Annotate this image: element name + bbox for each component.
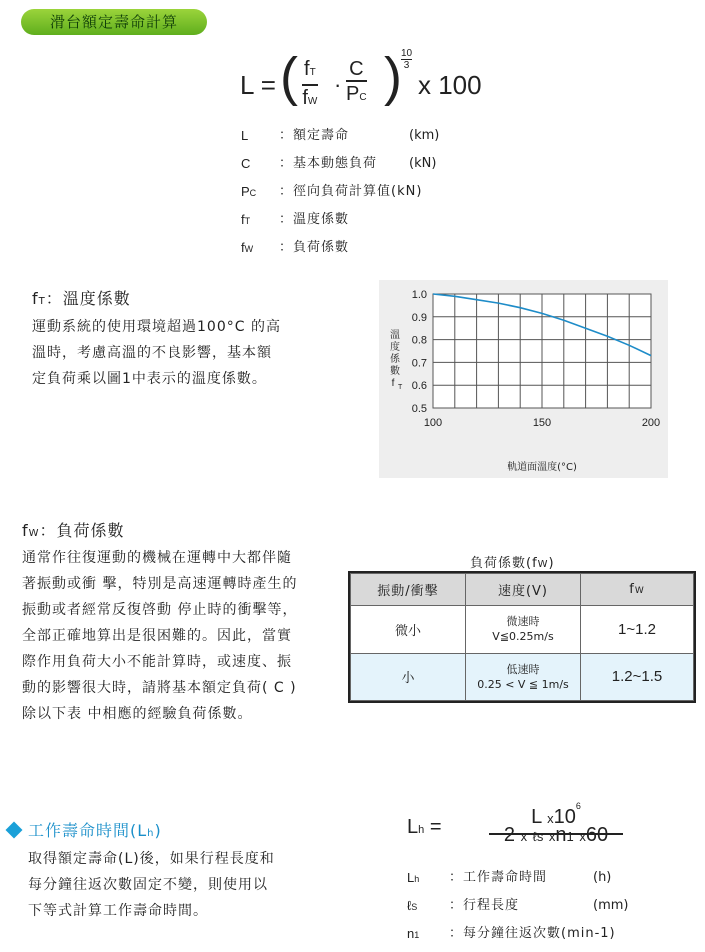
x-tick-label: 150	[532, 417, 552, 429]
x-tick-label: 200	[641, 417, 661, 429]
y-tick-label: 0.7	[411, 357, 427, 370]
y-axis-label-char: 溫	[390, 330, 400, 341]
formula-fraction-f: $\frac{fT}{fW}$	[302, 58, 318, 109]
y-tick-label: 0.8	[411, 334, 427, 347]
ft-paragraph: 運動系統的使用環境超過100°C 的高 溫時，考慮高溫的不良影響，基本額 定負荷乘以圖1中表示的溫度係數。	[32, 319, 281, 387]
load-table-caption: 負荷係數(fW)	[470, 556, 555, 571]
lh-lhs: Lh =	[407, 816, 442, 838]
formula-close-paren: )	[384, 47, 402, 107]
formula-fraction-c: $\frac{C}{PC}$	[346, 58, 367, 105]
work-life-heading: 工作壽命時間(Lh)	[28, 821, 162, 840]
fw-heading: fW：負荷係數	[22, 521, 125, 540]
work-life-paragraph: 取得額定壽命(L)後，如果行程長度和 每分鐘往返次數固定不變，則使用以 下等式計算工作壽命時間。	[28, 851, 275, 919]
rated-life-formula	[240, 48, 500, 118]
ft-heading: fT：溫度係數	[32, 289, 131, 308]
formula-lhs: L =	[240, 70, 276, 100]
load-factor-table	[350, 573, 694, 701]
header-impact: 振動/衝擊	[351, 574, 466, 606]
cell-speed: 微速時 V≦0.25m/s	[466, 606, 581, 653]
y-axis-label-char: 係	[390, 354, 400, 365]
cell-speed: 低速時 0.25 < V ≦ 1m/s	[466, 653, 581, 700]
formula-exponent: 10 3	[401, 48, 413, 71]
x-tick-label: 100	[423, 417, 443, 429]
cell-factor: 1~1.2	[581, 606, 694, 653]
y-axis-label-char: 度	[390, 342, 400, 353]
cell-impact: 微小	[351, 606, 466, 653]
temperature-factor-chart	[379, 280, 668, 478]
formula-tail: x 100	[418, 70, 482, 100]
work-life-formula	[407, 792, 637, 852]
cell-impact: 小	[351, 653, 466, 700]
y-axis-label-char: 數	[390, 366, 400, 377]
y-tick-label: 0.5	[411, 403, 427, 415]
table-row	[351, 653, 694, 700]
y-tick-label: 0.9	[411, 311, 427, 324]
y-axis-label-symbol: f	[391, 378, 395, 389]
cell-factor: 1.2~1.5	[581, 653, 694, 700]
lh-numerator: L $x10^6$	[489, 792, 623, 835]
header-factor: fW	[581, 574, 694, 606]
y-axis-label-subscript: T	[398, 384, 403, 391]
chart-svg	[379, 280, 668, 478]
y-tick-label: 0.6	[411, 380, 427, 393]
section-title-pill: 滑台額定壽命計算	[21, 9, 207, 35]
formula-open-paren: (	[280, 47, 298, 107]
table-header-row	[351, 574, 694, 606]
y-tick-label: 1.0	[411, 289, 427, 301]
header-speed: 速度(V)	[466, 574, 581, 606]
x-axis-label: 軌道面溫度(°C)	[507, 462, 577, 473]
formula-dot: ·	[334, 72, 342, 97]
diamond-bullet-icon	[6, 822, 23, 839]
table-row	[351, 606, 694, 653]
fw-paragraph: 通常作往復運動的機械在運轉中大都伴隨 著振動或衝 擊，特別是高速運轉時產生的 振動或者經常反復啓動 停止時的衝擊等， 全部正確地算出是很困難的。因此，當實 際作用負荷大小不能計算時，或速度、振 動的影響很大時，請將基本額定負荷( C ) 除以下表 中相應的經驗負荷係數。	[22, 550, 298, 722]
lh-denominator: 2 x ℓs xn1 x60	[503, 824, 609, 846]
